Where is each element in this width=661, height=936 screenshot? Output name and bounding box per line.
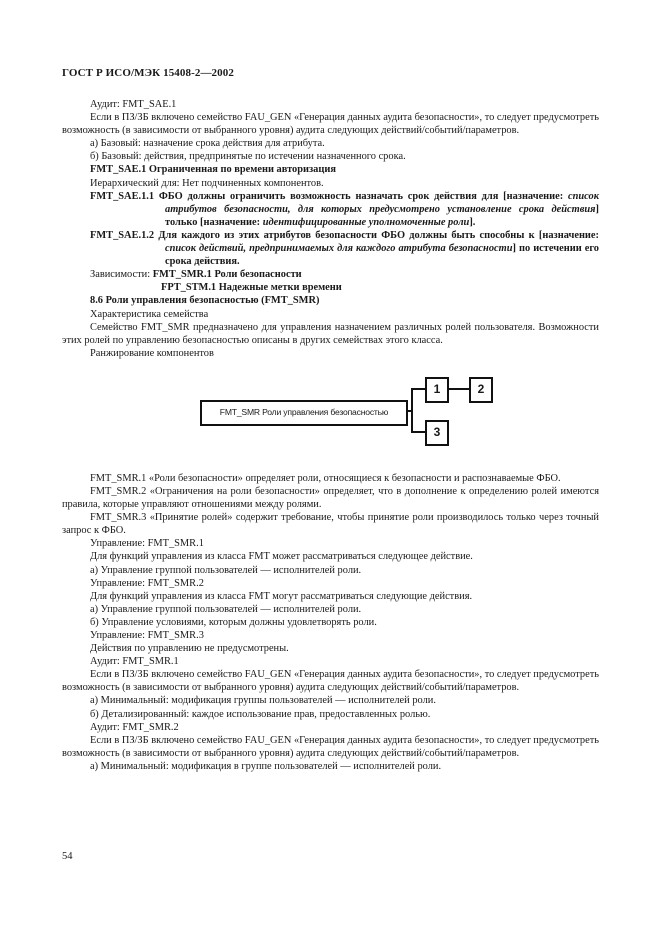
family-characteristic-label: Характеристика семейства: [90, 308, 209, 320]
audit-smr2-text: Если в ПЗ/ЗБ включено семейство FAU_GEN «Генерация данных аудита безопасности», то следует предусмотреть возможность (в зависимости от выбранного уровня) аудита следующих действий/событий/параметров.: [62, 734, 599, 759]
sae11-element: FMT_SAE.1.1 ФБО должны ограничить возможность назначать срок действия для [назначение: список атрибутов безопасности, для которых предусмотрено установление срока действия] только [назначение: идентифицированные уполномоченные роли].: [90, 190, 599, 228]
section-heading-8-6: 8.6 Роли управления безопасностью (FMT_SMR): [90, 295, 320, 307]
smr1-description: FMT_SMR.1 «Роли безопасности» определяет роли, относящиеся к безопасности и распознаваемые ФБО.: [90, 472, 561, 484]
component-levelling-diagram: [62, 366, 599, 468]
audit-smr1-label: Аудит: FMT_SMR.1: [90, 656, 179, 668]
audit-smr1-item-b: б) Детализированный: каждое использование прав, предоставленных ролью.: [90, 708, 431, 720]
mgmt-smr3-label: Управление: FMT_SMR.3: [90, 630, 204, 641]
audit-smr2-label: Аудит: FMT_SMR.2: [90, 721, 179, 733]
sae12-id: FMT_SAE.1.2: [90, 229, 155, 241]
connector-line: [411, 388, 413, 433]
page-body: [62, 98, 599, 773]
dependency-2: FPT_STM.1 Надежные метки времени: [161, 282, 342, 294]
smr3-description: FMT_SMR.3 «Принятие ролей» содержит требование, чтобы принятие роли производилось только через точный запрос к ФБО.: [62, 512, 599, 537]
audit-smr2-item-a: а) Минимальный: модификация в группе пользователей — исполнителей роли.: [90, 760, 442, 772]
smr2-description: FMT_SMR.2 «Ограничения на роли безопасности» определяет, что в дополнение к определению ролей имеются правила, которые управляют отношениями между ролями.: [62, 485, 599, 511]
mgmt-smr2-text: Для функций управления из класса FMT могут рассматриваться следующие действия.: [90, 590, 473, 602]
component-ranking-label: Ранжирование компонентов: [90, 347, 214, 359]
mgmt-smr2-item-b: б) Управление условиями, которым должны удовлетворять роли.: [90, 616, 377, 628]
audit-sae1-text: Если в ПЗ/ЗБ включено семейство FAU_GEN «Генерация данных аудита безопасности», то следует предусмотреть возможность (в зависимости от выбранного уровня) аудита следующих действий/событий/параметров.: [62, 112, 599, 137]
mgmt-smr2-item-a: а) Управление группой пользователей — исполнителей роли.: [90, 603, 362, 615]
component-box-2: 2: [469, 377, 493, 403]
audit-smr1-text: Если в ПЗ/ЗБ включено семейство FAU_GEN «Генерация данных аудита безопасности», то следует предусмотреть возможность (в зависимости от выбранного уровня) аудита следующих действий/событий/параметров.: [62, 669, 599, 694]
family-characteristic-text: Семейство FMT_SMR предназначено для управления назначением различных ролей пользователя. Возможности этих ролей по управлению безопасностью описаны в других семействах этого класса.: [62, 321, 599, 346]
connector-line: [411, 388, 425, 390]
sae12-element: FMT_SAE.1.2 Для каждого из этих атрибутов безопасности ФБО должны быть способны к [назначение: список действий, предпринимаемых для каждого атрибута безопасности] по истечении его срока действия.: [90, 229, 599, 268]
audit-smr1-item-a: а) Минимальный: модификация группы пользователей — исполнителей роли.: [90, 695, 436, 707]
mgmt-smr3-text: Действия по управлению не предусмотрены.: [90, 643, 289, 655]
standard-title: ГОСТ Р ИСО/МЭК 15408-2—2002: [62, 67, 234, 79]
family-box: FMT_SMR Роли управления безопасностью: [200, 400, 408, 426]
audit-sae1-item-b: б) Базовый: действия, предпринятые по истечении назначенного срока.: [90, 151, 406, 163]
sae1-heading: FMT_SAE.1 Ограниченная по времени авторизация: [90, 164, 336, 176]
component-box-1: 1: [425, 377, 449, 403]
mgmt-smr2-label: Управление: FMT_SMR.2: [90, 577, 204, 589]
sae1-hierarchy: Иерархический для: Нет подчиненных компонентов.: [90, 177, 324, 189]
dependencies: Зависимости: FMT_SMR.1 Роли безопасности: [90, 269, 302, 281]
connector-line: [411, 431, 425, 433]
mgmt-smr1-text: Для функций управления из класса FMT может рассматриваться следующее действие.: [90, 551, 473, 563]
sae11-id: FMT_SAE.1.1: [90, 190, 155, 202]
page-number: 54: [62, 851, 73, 862]
audit-sae1-item-a: а) Базовый: назначение срока действия для атрибута.: [90, 138, 325, 150]
component-box-3: 3: [425, 420, 449, 446]
mgmt-smr1-item-a: а) Управление группой пользователей — исполнителей роли.: [90, 564, 362, 576]
audit-sae1-label: Аудит: FMT_SAE.1: [90, 99, 177, 110]
connector-line: [449, 388, 469, 390]
mgmt-smr1-label: Управление: FMT_SMR.1: [90, 538, 204, 550]
